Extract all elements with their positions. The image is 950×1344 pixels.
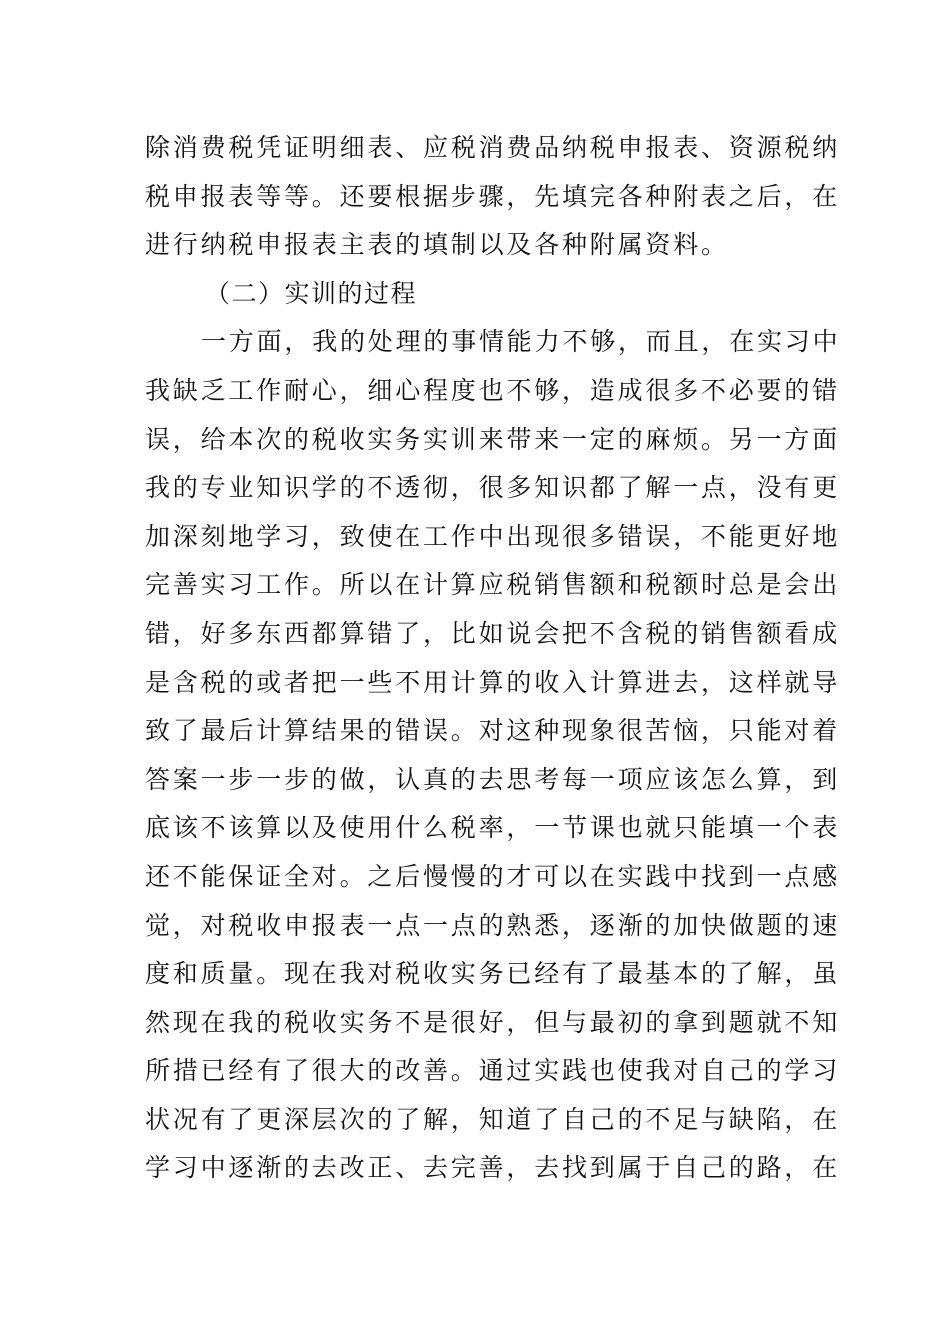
text-line: 学习中逐渐的去改正、去完善，去找到属于自己的路，在 [145,1153,841,1183]
text-line: 觉，对税收申报表一点一点的熟悉，逐渐的加快做题的速 [145,910,841,940]
text-line: 还不能保证全对。之后慢慢的才可以在实践中找到一点感 [145,861,841,891]
text-line: 度和质量。现在我对税收实务已经有了最基本的了解，虽 [145,959,841,989]
text-line: 加深刻地学习，致使在工作中出现很多错误，不能更好地 [145,521,841,551]
text-line: 是含税的或者把一些不用计算的收入计算进去，这样就导 [145,667,841,697]
text-line: 进行纳税申报表主表的填制以及各种附属资料。 [145,230,729,260]
text-line: 错，好多东西都算错了，比如说会把不含税的销售额看成 [145,618,841,648]
text-line: 状况有了更深层次的了解，知道了自己的不足与缺陷，在 [145,1104,841,1134]
text-line: 税申报表等等。还要根据步骤，先填完各种附表之后，在 [145,181,841,211]
text-line: 我的专业知识学的不透彻，很多知识都了解一点，没有更 [145,473,841,503]
text-line: 我缺乏工作耐心，细心程度也不够，造成很多不必要的错 [145,375,841,405]
text-line: 误，给本次的税收实务实训来带来一定的麻烦。另一方面 [145,424,841,454]
text-line: 底该不该算以及使用什么税率，一节课也就只能填一个表 [145,813,841,843]
text-line: 然现在我的税收实务不是很好，但与最初的拿到题就不知 [145,1007,841,1037]
text-line: 完善实习工作。所以在计算应税销售额和税额时总是会出 [145,570,841,600]
text-line: 除消费税凭证明细表、应税消费品纳税申报表、资源税纳 [145,133,841,162]
section-heading: （二）实训的过程 [205,278,418,308]
body-text [145,124,841,1193]
text-line: 所措已经有了很大的改善。通过实践也使我对自己的学习 [145,1056,841,1086]
text-line: 答案一步一步的做，认真的去思考每一项应该怎么算，到 [145,764,841,794]
paragraph-first-line: 一方面，我的处理的事情能力不够，而且，在实习中 [201,327,841,357]
text-line: 致了最后计算结果的错误。对这种现象很苦恼，只能对着 [145,716,841,746]
